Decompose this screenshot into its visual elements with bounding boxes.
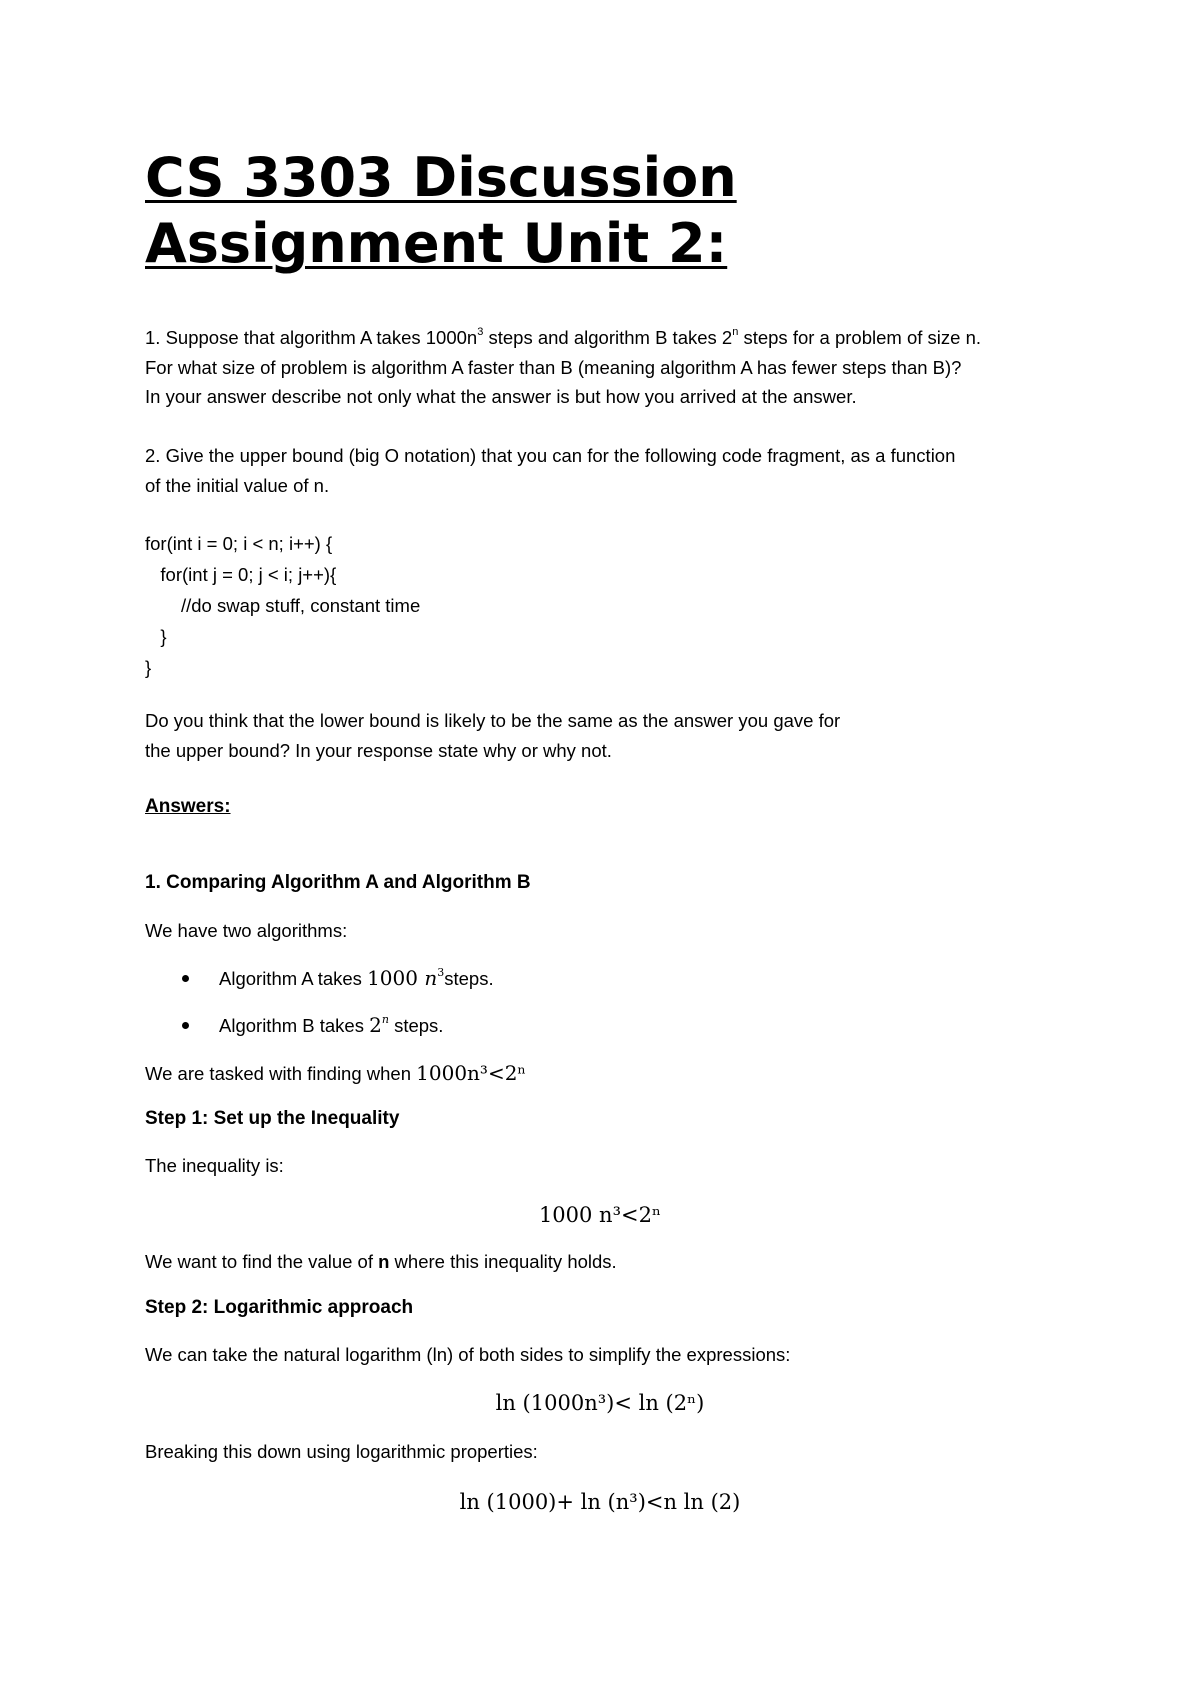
title-line-2: Assignment Unit 2: [145,212,728,275]
question-2-followup-line-2: the upper bound? In your response state why or why not. [145,739,612,761]
document-title [145,145,1045,277]
code-line: for(int i = 0; i < n; i++) { [145,533,333,554]
bullet-dot [182,1022,189,1029]
step-2-equation-1: ln (1000n³)< ln (2ⁿ) [495,1391,705,1415]
task-statement: We are tasked with finding when 1000n³<2ⁿ [145,1061,527,1085]
question-2-followup-line-1: Do you think that the lower bound is likely to be the same as the answer you gave for [145,710,841,731]
step-1-text: The inequality is: [145,1155,284,1176]
question-2 [145,441,1075,500]
code-line: for(int j = 0; j < i; j++){ [145,564,337,585]
section-1-heading: 1. Comparing Algorithm A and Algorithm B [145,872,531,893]
step-2-heading: Step 2: Logarithmic approach [145,1297,414,1318]
step-1-heading: Step 1: Set up the Inequality [145,1108,400,1129]
question-1 [145,323,1075,412]
bullet-dot [182,975,189,982]
question-2-line-2: of the initial value of n. [145,474,330,496]
code-line: //do swap stuff, constant time [145,595,421,616]
bullet-algorithm-a: Algorithm A takes 1000 $n^3steps$. [182,966,494,990]
step-2-text-2: Breaking this down using logarithmic properties: [145,1441,538,1462]
intro-text: We have two algorithms: [145,920,348,941]
step-2-equation-2: ln (1000)+ ln (n³)<n ln (2) [459,1490,741,1514]
question-2-line-1: 2. Give the upper bound (big O notation) that you can for the following code fragment, as a function [145,445,956,466]
step-1-equation: 1000 n³<2ⁿ [538,1203,662,1227]
code-line: } [145,657,152,678]
title-line-1: CS 3303 Discussion [145,146,737,209]
bullet-algorithm-b: Algorithm B takes 2$^n$ steps. [182,1013,443,1037]
question-1-line-1: 1. Suppose that algorithm A takes $1000n^3$ steps and algorithm B takes 2$^n$ steps for a problem of size n. [145,326,981,348]
step-1-followup: We want to find the value of n where this inequality holds. [145,1251,617,1272]
answers-heading: Answers: [145,796,231,817]
step-2-text: We can take the natural logarithm (ln) of both sides to simplify the expressions: [145,1344,791,1365]
question-1-line-2: For what size of problem is algorithm A faster than B (meaning algorithm A has fewer steps than B)? [145,356,962,378]
question-1-line-3: In your answer describe not only what the answer is but how you arrived at the answer. [145,386,857,407]
question-2-followup [145,706,1075,765]
task-inequality: 1000n³<2ⁿ [416,1061,527,1085]
code-line: } [145,626,167,647]
code-fragment [145,528,420,683]
